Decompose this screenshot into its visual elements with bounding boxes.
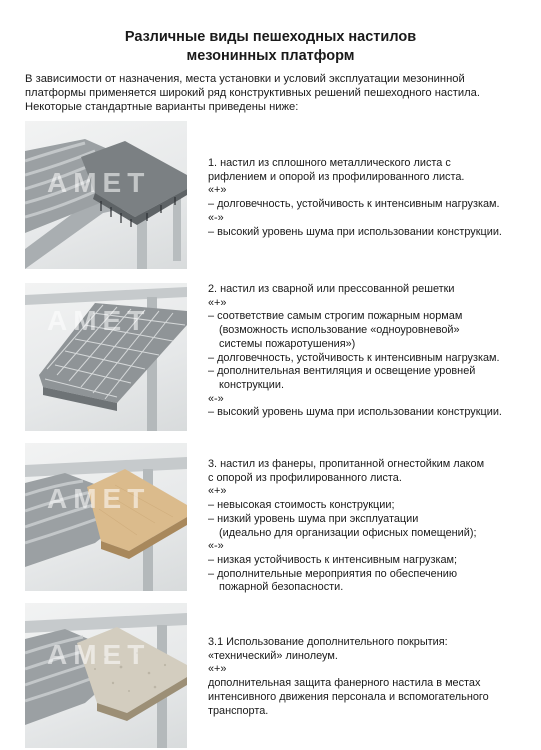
intro-line: Некоторые стандартные варианты приведены ниже: (25, 101, 299, 113)
text-line: «+» (208, 184, 227, 197)
page-title (0, 28, 541, 66)
steel-plate-photo (25, 121, 187, 269)
text-line: рифлением и опорой из профилированного листа. (208, 170, 465, 183)
intro-line: В зависимости от назначения, места установки и условий эксплуатации мезонинной (25, 73, 465, 85)
text-line: «технический» линолеум. (208, 649, 338, 662)
section-text (208, 458, 528, 595)
text-line: – дополнительная вентиляция и освещение уровней (208, 365, 476, 378)
text-line: 2. настил из сварной или прессованной решетки (208, 283, 455, 295)
text-line: (возможность использование «одноуровневой» (219, 324, 460, 337)
section-plywood (25, 443, 525, 594)
section-linoleum (25, 603, 525, 748)
text-line: системы пожаротушения») (219, 337, 356, 350)
plywood-photo (25, 443, 187, 591)
text-line: – долговечность, устойчивость к интенсивным нагрузкам. (208, 198, 500, 211)
intro-paragraph (25, 72, 525, 114)
watermark: АМЕТ (47, 639, 151, 670)
text-line: – низкая устойчивость к интенсивным нагрузкам; (208, 553, 458, 566)
section-text (208, 636, 528, 718)
text-line: 3.1 Использование дополнительного покрытия: (208, 636, 448, 648)
text-line: «-» (208, 211, 224, 224)
text-line: «+» (208, 296, 227, 309)
watermark: АМЕТ (47, 167, 151, 198)
section-text (208, 283, 528, 420)
watermark: АМЕТ (47, 483, 151, 514)
text-line: – высокий уровень шума при использовании конструкции. (208, 225, 502, 238)
text-line: – долговечность, устойчивость к интенсивным нагрузкам. (208, 351, 500, 364)
section-steel-plate (25, 121, 525, 269)
text-line: «-» (208, 540, 224, 553)
text-line: «+» (208, 663, 227, 676)
text-line: с опорой из профилированного листа. (208, 471, 402, 484)
watermark: АМЕТ (47, 305, 151, 336)
text-line: «+» (208, 485, 227, 498)
text-line: 1. настил из сплошного металлического листа с (208, 157, 451, 169)
text-line: дополнительная защита фанерного настила в местах (208, 677, 481, 690)
text-line: 3. настил из фанеры, пропитанной огнестойким лаком (208, 458, 485, 470)
title-line-1: Различные виды пешеходных настилов (124, 29, 417, 45)
section-grating (25, 283, 525, 431)
text-line: – низкий уровень шума при эксплуатации (208, 512, 419, 525)
linoleum-photo (25, 603, 187, 748)
text-line: конструкции. (219, 378, 284, 391)
text-line: (идеально для организации офисных помещений); (219, 526, 477, 539)
title-line-2: мезонинных платформ (186, 48, 355, 64)
text-line: – невысокая стоимость конструкции; (208, 499, 395, 512)
section-text (208, 157, 528, 239)
text-line: «-» (208, 392, 224, 405)
text-line: – дополнительные мероприятия по обеспечению (208, 567, 458, 580)
text-line: транспорта. (208, 704, 269, 717)
grating-photo (25, 283, 187, 431)
text-line: пожарной безопасности. (219, 581, 344, 594)
text-line: – высокий уровень шума при использовании конструкции. (208, 406, 502, 419)
intro-line: платформы применяется широкий ряд конструктивных решений пешеходного настила. (25, 87, 480, 99)
text-line: интенсивного движения персонала и вспомогательного (208, 690, 489, 703)
text-line: – соответствие самым строгим пожарным нормам (208, 310, 463, 323)
